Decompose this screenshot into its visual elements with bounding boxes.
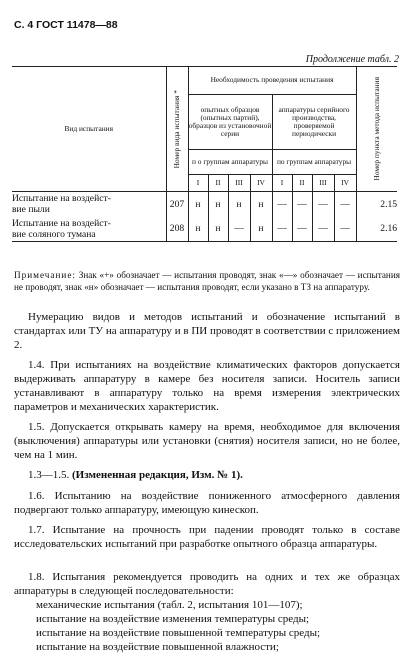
- test-name: вие пыли: [12, 204, 50, 216]
- table-cell: —: [312, 217, 334, 242]
- table-note: [14, 270, 400, 293]
- method-number: 2.16: [356, 217, 397, 242]
- test-name: вие соляного тумана: [12, 228, 96, 240]
- table-cell: —: [228, 217, 250, 242]
- test-name: Испытание на воздейст-: [12, 193, 111, 205]
- table-cell: —: [334, 217, 356, 242]
- group-col-header: IV: [334, 175, 356, 192]
- tests-table: [12, 66, 397, 242]
- group-col-header: IV: [250, 175, 272, 192]
- paragraph: 1.7. Испытание на прочность при падении проводят только в составе исследовательских испытаний при разработке опытного образца аппаратуры.: [14, 524, 400, 550]
- list-item: испытание на воздействие повышенной влажности;: [36, 641, 279, 653]
- test-number-header: Номер вида испытания *: [172, 89, 181, 169]
- paragraph: 1.4. При испытаниях на воздействие климатических факторов допускается выдерживать аппаратуру в камере без носителя записи. Носитель записи устанавливают в аппаратуру только на время измерения электрических параметров и механических характеристик.: [14, 359, 400, 413]
- table-cell: —: [292, 217, 312, 242]
- group-col-header: II: [208, 175, 228, 192]
- group-col-header: III: [228, 175, 250, 192]
- table-cell: н: [250, 217, 272, 242]
- group-col-header: I: [272, 175, 292, 192]
- serial-subgroup-header: по группам аппаратуры: [272, 150, 356, 175]
- method-number: 2.15: [380, 198, 398, 210]
- table-cell: н: [188, 192, 208, 217]
- table-cell: —: [334, 192, 356, 217]
- note-label: Примечание:: [14, 270, 76, 280]
- test-name: Испытание на воздейст-: [12, 217, 111, 229]
- paragraph: 1.5. Допускается открывать камеру на время, необходимое для включения (выключения) аппаратуры или установки (снятия) носителя записи, но не более, чем на 1 мин.: [14, 421, 400, 461]
- table-cell: —: [272, 217, 292, 242]
- table-cell: —: [312, 192, 334, 217]
- table-row: [12, 192, 397, 217]
- prototypes-subgroup-header: п о группам аппаратуры: [188, 150, 272, 175]
- table-continuation-label: Продолжение табл. 2: [305, 54, 399, 65]
- serial-group-header: аппаратуры серийного производства, проверяемой периодически: [272, 95, 356, 150]
- amendment-note: [14, 468, 400, 482]
- list-item: испытание на воздействие повышенной температуры среды;: [36, 627, 321, 639]
- table-cell: н: [228, 192, 250, 217]
- note-text: Знак «+» обозначает — испытания проводят, знак «—» обозначает — испытания не проводят, знак «н» обозначает — испытания проводят, если указано в ТЗ на аппаратуру.: [14, 270, 400, 292]
- table-cell: н: [208, 192, 228, 217]
- paragraph: Нумерацию видов и методов испытаний и обозначение испытаний в стандартах или ТУ на аппаратуру и в ПИ проводят в соответствии с приложением 2.: [14, 311, 400, 351]
- amendment-text: (Измененная редакция, Изм. № 1).: [72, 469, 243, 481]
- group-col-header: II: [292, 175, 312, 192]
- list-item: механические испытания (табл. 2, испытания 101—107);: [36, 599, 303, 611]
- amendment-ref: 1.3—1.5.: [28, 469, 72, 481]
- test-number: 208: [166, 217, 188, 242]
- test-number: 207: [166, 192, 188, 217]
- table-cell: н: [208, 217, 228, 242]
- method-header: Номер пункта метода испытания: [371, 77, 381, 181]
- group-col-header: III: [312, 175, 334, 192]
- page-header: С. 4 ГОСТ 11478—88: [14, 19, 118, 31]
- paragraph: 1.6. Испытанию на воздействие пониженного атмосферного давления подвергают только аппаратуру, имеющую кинескоп.: [14, 490, 400, 516]
- table-cell: —: [272, 192, 292, 217]
- paragraph: 1.8. Испытания рекомендуется проводить на одних и тех же образцах аппаратуры в следующей последовательности:: [14, 571, 400, 597]
- table-cell: н: [188, 217, 208, 242]
- necessity-header: Необходимость проведения испытания: [188, 67, 356, 95]
- list-item: испытание на воздействие изменения температуры среды;: [36, 613, 310, 625]
- table-row: [12, 217, 397, 242]
- table-cell: —: [292, 192, 312, 217]
- prototypes-group-header: опытных образцов (опытных партий), образцов из установочной серии: [188, 95, 272, 150]
- group-col-header: I: [188, 175, 208, 192]
- test-type-header: Вид испытания: [12, 67, 166, 192]
- table-cell: н: [250, 192, 272, 217]
